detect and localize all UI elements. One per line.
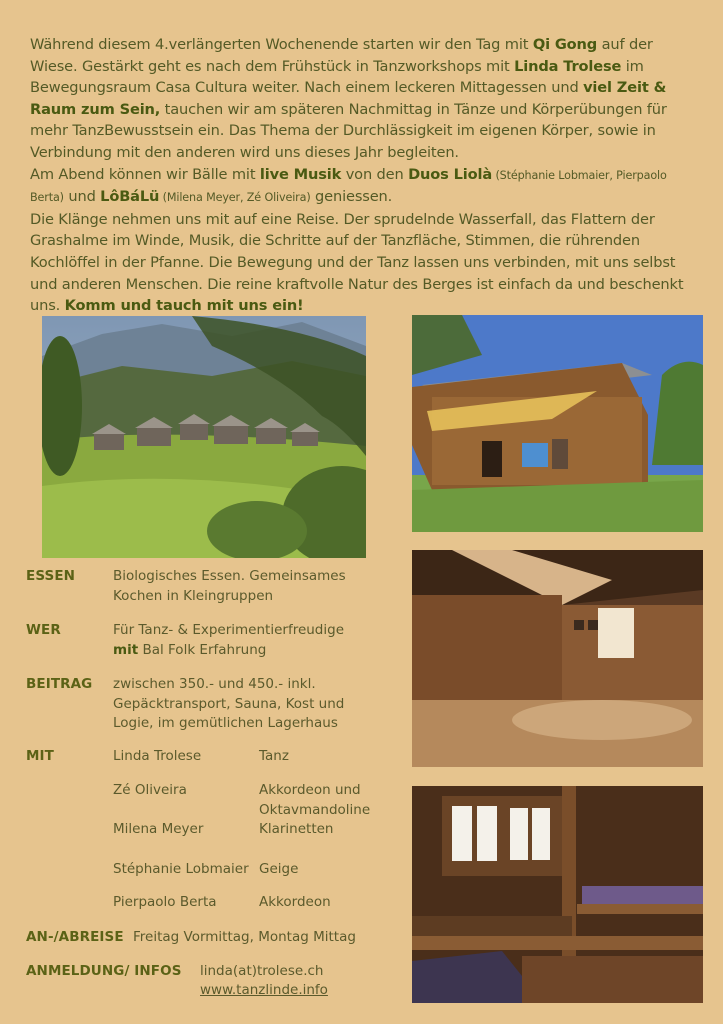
person-name: Linda Trolese bbox=[113, 748, 202, 764]
label-essen: ESSEN bbox=[26, 568, 76, 584]
intro-highlight-live-musik: live Musik bbox=[259, 165, 342, 183]
intro-paragraph-1 bbox=[30, 34, 702, 164]
label-beitrag: BEITRAG bbox=[26, 676, 93, 692]
beitrag-line: Logie, im gemütlichen Lagerhaus bbox=[113, 715, 338, 731]
intro-highlight-lobalu: LôBáLü bbox=[100, 188, 160, 206]
email-text: linda(at)trolese.ch bbox=[200, 963, 324, 979]
intro-small-note: (Milena Meyer, Zé Oliveira) bbox=[159, 191, 311, 205]
village-photo bbox=[42, 316, 366, 558]
intro-highlight-duos: Duos Liolà bbox=[408, 165, 493, 183]
intro-text-run: geniessen. bbox=[310, 188, 393, 206]
dance-hall-photo bbox=[412, 550, 703, 767]
person-name: Zé Oliveira bbox=[113, 782, 187, 798]
intro-text-run: und bbox=[63, 188, 101, 206]
intro-highlight-linda: Linda Trolese bbox=[514, 57, 622, 75]
house-photo bbox=[412, 315, 703, 532]
person-name: Milena Meyer bbox=[113, 821, 204, 837]
wer-line bbox=[113, 641, 344, 661]
intro-highlight-qi-gong: Qi Gong bbox=[532, 36, 598, 53]
person-role: Klarinetten bbox=[259, 821, 334, 837]
bunk-room-photo bbox=[412, 786, 703, 1003]
intro-highlight-komm: Komm und tauch mit uns ein! bbox=[64, 297, 304, 315]
essen-line: Kochen in Kleingruppen bbox=[113, 587, 274, 604]
wer-line-rest: Bal Folk Erfahrung bbox=[138, 641, 267, 658]
person-role: Akkordeon und bbox=[259, 782, 361, 798]
intro-paragraph-2 bbox=[30, 164, 702, 209]
person-role: Akkordeon bbox=[259, 894, 331, 910]
label-anreise: AN-/ABREISE bbox=[26, 929, 124, 945]
intro-text bbox=[30, 34, 702, 317]
essen-line: Biologisches Essen. Gemeinsames bbox=[113, 568, 346, 584]
intro-small-note: (Stéphanie Lobmaier, Pierpaolo Berta) bbox=[30, 168, 667, 205]
intro-text-run: Am Abend können wir Bälle mit bbox=[30, 165, 260, 183]
intro-text-run: Während diesem 4.verlängerten Wochenende starten wir den Tag mit bbox=[30, 36, 533, 53]
anreise-text: Freitag Vormittag, Montag Mittag bbox=[133, 929, 356, 945]
person-role: Tanz bbox=[259, 748, 289, 764]
person-role: Geige bbox=[259, 861, 299, 877]
wer-bold: mit bbox=[113, 641, 139, 658]
wer-line: Für Tanz- & Experimentierfreudige bbox=[113, 622, 345, 638]
person-name: Pierpaolo Berta bbox=[113, 894, 217, 910]
website-link[interactable]: www.tanzlinde.info bbox=[200, 982, 328, 998]
beitrag-line: Gepäcktransport, Sauna, Kost und bbox=[113, 695, 345, 712]
intro-text-run: im Bewegungsraum Casa Cultura weiter. Nach einem leckeren Mittagessen und bbox=[30, 57, 644, 97]
beitrag-text bbox=[113, 675, 344, 734]
person-name: Stéphanie Lobmaier bbox=[113, 861, 249, 877]
intro-highlight-zeit: viel Zeit & Raum zum Sein, bbox=[30, 79, 667, 118]
label-wer: WER bbox=[26, 622, 61, 638]
intro-text-run: tauchen wir am späteren Nachmittag in Tänze und Körperübungen für mehr TanzBewusstsein ein. Das Thema der Durchlässigkeit im eigenen Körper, sowie in Verbindung mit den anderen wird uns dieses Jahr begleiten. bbox=[30, 100, 667, 161]
label-anmeldung: ANMELDUNG/ INFOS bbox=[26, 963, 182, 979]
intro-text-run: auf der Wiese. Gestärkt geht es nach dem Frühstück in Tanzworkshops mit bbox=[30, 36, 653, 75]
label-mit: MIT bbox=[26, 748, 54, 764]
essen-text bbox=[113, 567, 346, 606]
intro-paragraph-3 bbox=[30, 209, 702, 317]
beitrag-line: zwischen 350.- und 450.- inkl. bbox=[113, 676, 316, 692]
intro-text-run: Die Klänge nehmen uns mit auf eine Reise. Der sprudelnde Wasserfall, das Flattern der Grashalme im Winde, Musik, die Schritte auf der Tanzfläche, Stimmen, die rührenden Kochlöffel in der Pfanne. Die Bewegung und der Tanz lassen uns verbinden, mit uns selbst und anderen Menschen. Die reine kraftvolle Natur des Berges ist einfach da und beschenkt uns. bbox=[30, 210, 684, 315]
person-role: Oktavmandoline bbox=[259, 802, 371, 818]
intro-text-run: von den bbox=[341, 165, 409, 183]
wer-text bbox=[113, 621, 344, 660]
